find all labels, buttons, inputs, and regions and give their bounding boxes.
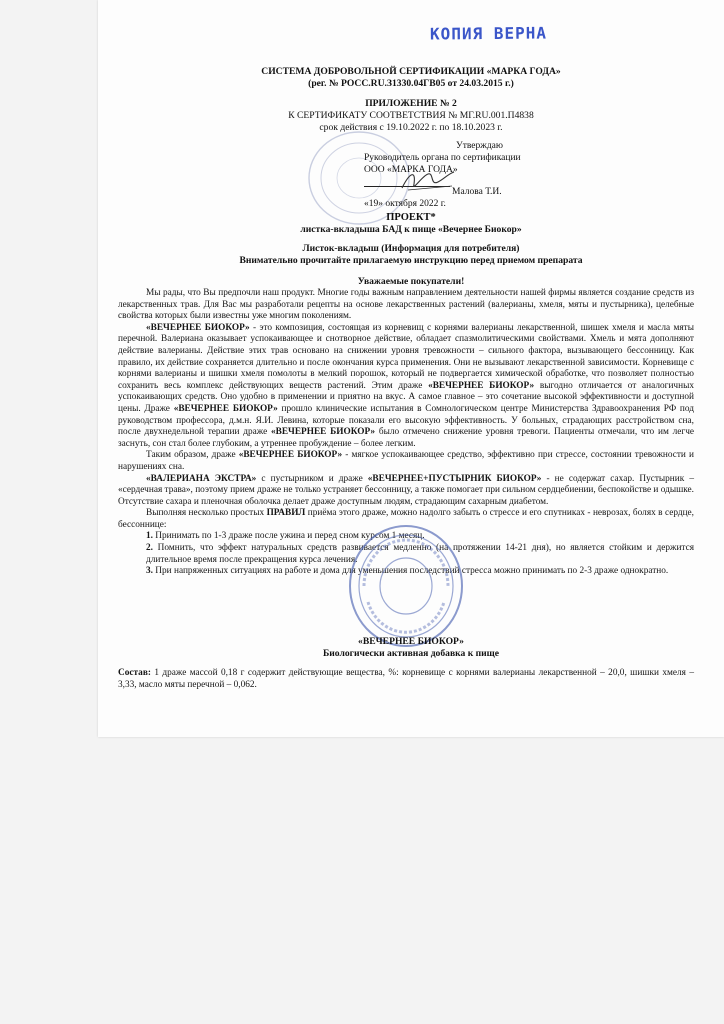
rule-text: Помнить, что эффект натуральных средств развивается медленно (на протяжении 14-21 дня), но является стойким и держится длительное время после прекращения курса лечения. bbox=[146, 543, 694, 565]
approval-title: Утверждаю bbox=[456, 141, 503, 151]
product-name: «ВЕЧЕРНЕЕ БИОКОР» bbox=[358, 636, 464, 647]
rule-text: При напряженных ситуациях на работе и дома для уменьшения последствий стресса можно принимать по 2-3 драже однократно. bbox=[152, 566, 669, 577]
description-text: - это композиция, состоящая из корневищ с корнями валерианы лекарственной, шишек хмеля и масла мяты перечной. Валериана оказывает успокаивающее и снотворное действие, обладает спазмолитическими свойствами. Хмель и мята дополняют действие валерианы. Действие этих трав основано на снижении уровня тревожности – сильного фактора, вызывающего бессонницу. Как правило, их действие сохраняется длительно и после окончания курса применения. Они не вызывают лекарственной зависимости. Корневище с корнями валерианы и шишки хмеля помолоты в мелкий порошок, который не подвергается химической обработке, что позволяет полностью сохранить весь комплекс действующих веществ растений. Этим драже bbox=[118, 322, 694, 391]
project-subtitle: листка-вкладыша БАД к пище «Вечернее Биокор» bbox=[300, 224, 522, 235]
brand-name: «ВЕЧЕРНЕЕ БИОКОР» bbox=[428, 380, 535, 391]
copy-certified-stamp: КОПИЯ ВЕРНА bbox=[429, 23, 548, 44]
composition-paragraph bbox=[118, 668, 694, 691]
conclusion-paragraph bbox=[118, 450, 694, 473]
conclusion-text: Таким образом, драже bbox=[146, 450, 239, 461]
registration-number: (рег. № РОСС.RU.З1330.04ГВ05 от 24.03.2015 г.) bbox=[308, 78, 514, 89]
rule-number: 2. bbox=[146, 543, 153, 554]
composition-label: Состав: bbox=[118, 668, 151, 678]
document-page bbox=[98, 0, 724, 737]
approval-organization: ООО «МАРКА ГОДА» bbox=[364, 165, 458, 175]
certificate-number: К СЕРТИФИКАТУ СООТВЕТСТВИЯ № МГ.RU.001.П4838 bbox=[288, 110, 534, 121]
description-text: выгодно отличается от аналогичных успокаивающих средств. Оно удобно в применении и приятно на вкус. А самое главное – это сочетание высокой эффективности и доступной цены. Драже bbox=[118, 380, 694, 414]
brand-name: «ВЕЧЕРНЕЕ БИОКОР» bbox=[146, 322, 250, 333]
certification-system-title: СИСТЕМА ДОБРОВОЛЬНОЙ СЕРТИФИКАЦИИ «МАРКА ГОДА» bbox=[261, 66, 561, 77]
annex-title: ПРИЛОЖЕНИЕ № 2 bbox=[365, 98, 457, 109]
validity-period: срок действия с 19.10.2022 г. по 18.10.2023 г. bbox=[319, 122, 503, 133]
approval-signatory: Малова Т.И. bbox=[452, 187, 502, 197]
product-type: Биологически активная добавка к пище bbox=[322, 648, 500, 659]
greeting: Уважаемые покупатели! bbox=[357, 276, 465, 287]
conclusion-text: - мягкое успокаивающее средство, эффективно при стрессе, состоянии тревожности и нарушениях сна. bbox=[118, 450, 694, 472]
description-text: было отмечено снижение уровня тревоги. Пациенты отмечали, что им легче заснуть, сон стал более глубоким, а утреннее пробуждение – более легким. bbox=[118, 427, 694, 449]
rule-text: Принимать по 1-3 драже после ужина и перед сном курсом 1 месяц. bbox=[152, 531, 425, 542]
brand-name: «ВЕЧЕРНЕЕ+ПУСТЫРНИК БИОКОР» bbox=[367, 473, 542, 484]
sugar-free-paragraph bbox=[118, 474, 694, 509]
leaflet-title: Листок-вкладыш (Информация для потребителя) bbox=[302, 243, 520, 254]
rules-intro-text: Выполняя несколько простых bbox=[146, 508, 267, 519]
intro-paragraph: Мы рады, что Вы предпочли наш продукт. Многие годы важным направлением деятельности нашей фирмы является создание средств из лекарственных трав. Для Вас мы разработали рецепты на основе лекарственных растений (валерианы, хмеля, мяты и пустырника), целебные свойства которых были известны уже многим поколениям. bbox=[118, 288, 694, 322]
organization-round-seal bbox=[346, 522, 466, 650]
approval-role: Руководитель органа по сертификации bbox=[364, 153, 521, 163]
instruction-warning: Внимательно прочитайте прилагаемую инструкцию перед приемом препарата bbox=[239, 255, 583, 266]
product-description-paragraph bbox=[118, 323, 694, 451]
rules-intro-text: приёма этого драже, можно надолго забыть о стрессе и его спутниках - неврозах, болях в сердце, бессоннице: bbox=[118, 508, 695, 530]
approval-date: «19» октября 2022 г. bbox=[364, 199, 446, 209]
project-title: ПРОЕКТ* bbox=[386, 212, 436, 223]
brand-name: «ВАЛЕРИАНА ЭКСТРА» bbox=[146, 473, 257, 484]
composition-block bbox=[118, 668, 694, 691]
brand-name: «ВЕЧЕРНЕЕ БИОКОР» bbox=[270, 427, 376, 438]
description-text: прошло клинические испытания в Сомнологическом центре Министерства Здравоохранения РФ под руководством профессора, д.м.н. Я.И. Левина, которые показали его высокую эффективность. У больных, страдающих расстройством сна, после двухнедельной терапии драже bbox=[118, 403, 694, 438]
sugar-free-text: - не содержат сахар. Пустырник – «сердечная трава», поэтому прием драже не только устраняет бессонницу, а также помогает при сильном сердцебиении, беспокойстве и одышке. Отсутствие сахара и пленочная оболочка делает драже доступным людям, страдающим сахарным диабетом. bbox=[118, 473, 694, 507]
brand-name: «ВЕЧЕРНЕЕ БИОКОР» bbox=[173, 403, 278, 414]
handwritten-signature bbox=[398, 168, 458, 194]
rule-number: 3. bbox=[146, 566, 153, 577]
brand-name: «ВЕЧЕРНЕЕ БИОКОР» bbox=[238, 450, 343, 461]
sugar-free-text: с пустырником и драже bbox=[256, 473, 368, 484]
rule-number: 1. bbox=[146, 531, 153, 542]
composition-text: 1 драже массой 0,18 г содержит действующие вещества, %: корневище с корнями валерианы лекарственной – 20,0, шишки хмеля – 3,33, масло мяты перечной – 0,062. bbox=[118, 668, 694, 690]
rules-word: ПРАВИЛ bbox=[266, 508, 306, 519]
